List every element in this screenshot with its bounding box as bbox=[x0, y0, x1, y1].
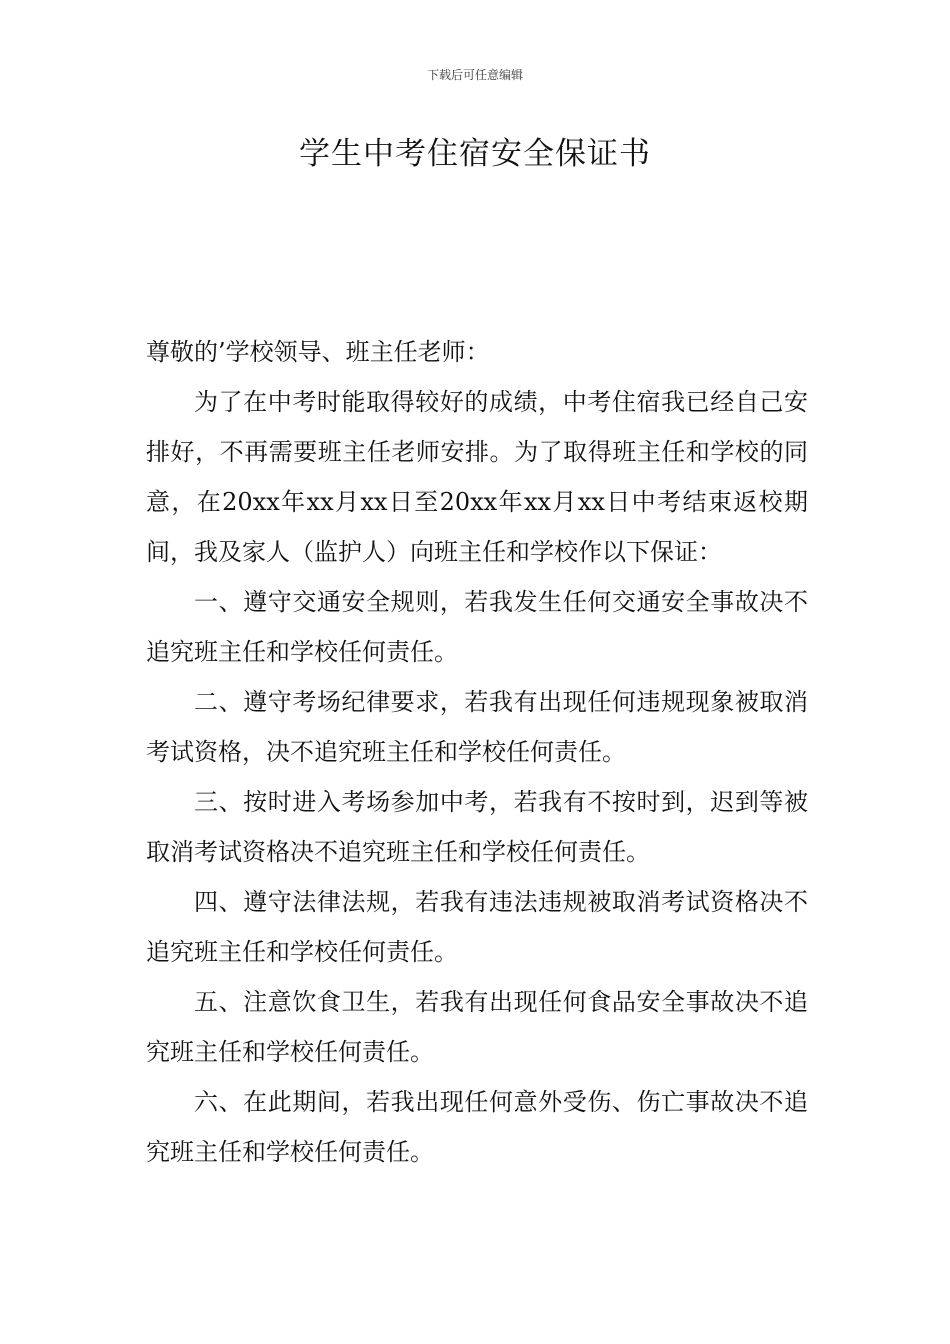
paragraph-item-3: 三、按时进入考场参加中考，若我有不按时到，迟到等被取消考试资格决不追究班主任和学校任何责任。 bbox=[146, 788, 808, 866]
paragraph-intro: 为了在中考时能取得较好的成绩，中考住宿我已经自己安排好，不再需要班主任老师安排。为了取得班主任和学校的同意，在20xx年xx月xx日至20xx年xx月xx日中考结束返校期间，我及家人（监护人）向班主任和学校作以下保证： bbox=[146, 388, 808, 566]
salutation: 尊敬的’学校领导、班主任老师： bbox=[146, 338, 490, 366]
paragraph-item-6: 六、在此期间，若我出现任何意外受伤、伤亡事故决不追究班主任和学校任何责任。 bbox=[146, 1088, 808, 1166]
paragraph-item-2: 二、遵守考场纪律要求，若我有出现任何违规现象被取消考试资格，决不追究班主任和学校任何责任。 bbox=[146, 688, 808, 766]
paragraph-item-5: 五、注意饮食卫生，若我有出现任何食品安全事故决不追究班主任和学校任何责任。 bbox=[146, 988, 808, 1066]
document-title: 学生中考住宿安全保证书 bbox=[299, 136, 651, 172]
paragraph-item-1: 一、遵守交通安全规则，若我发生任何交通安全事故决不追究班主任和学校任何责任。 bbox=[146, 588, 808, 666]
header-note: 下载后可任意编辑 bbox=[426, 68, 523, 82]
document-body bbox=[146, 327, 808, 1177]
paragraph-item-4: 四、遵守法律法规，若我有违法违规被取消考试资格决不追究班主任和学校任何责任。 bbox=[146, 888, 808, 966]
